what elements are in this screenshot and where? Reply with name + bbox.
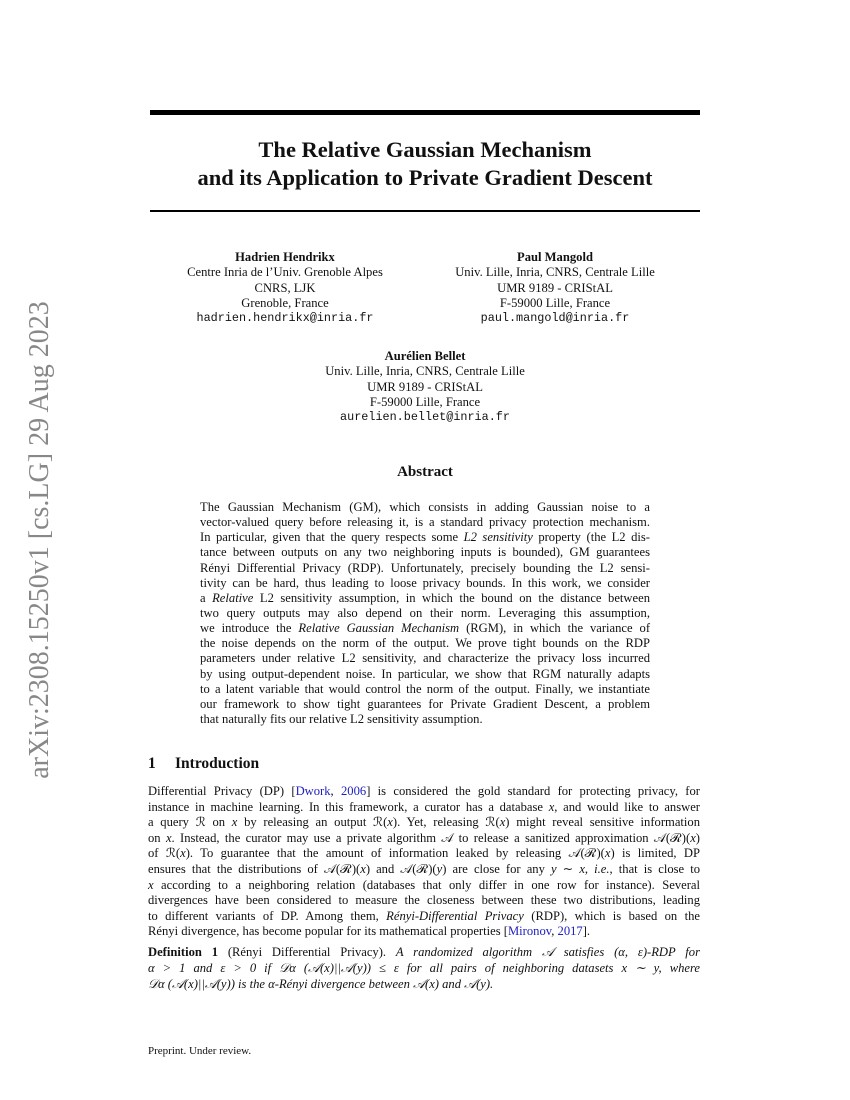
author-affiliation: Univ. Lille, Inria, CNRS, Centrale Lille bbox=[455, 265, 655, 280]
text-span: A randomized algorithm 𝒜 satisfies (α, ε)-RDP for bbox=[395, 945, 700, 959]
text-line bbox=[200, 682, 650, 697]
text-span: ) and 𝒜(ℛ)( bbox=[365, 861, 437, 876]
text-span: (Rényi Differential Privacy). bbox=[218, 945, 396, 959]
author-affiliation: F-59000 Lille, France bbox=[499, 295, 611, 310]
text-line bbox=[200, 697, 650, 712]
text-line bbox=[148, 800, 700, 816]
author-block bbox=[405, 250, 705, 326]
text-span: L2 sensitivity bbox=[463, 530, 533, 545]
text-line bbox=[200, 712, 650, 727]
text-span: we introduce the bbox=[200, 621, 299, 636]
text-span: two query outputs may also depend on their norm. Leveraging this assumption, bbox=[200, 605, 650, 620]
author-email[interactable]: hadrien.hendrikx@inria.fr bbox=[196, 311, 374, 326]
text-line bbox=[148, 862, 700, 878]
arxiv-identifier: arXiv:2308.15250v1 [cs.LG] 29 Aug 2023 bbox=[24, 301, 55, 779]
text-span: 𝒟α (𝒜(x)||𝒜(y)) is the α-Rényi divergence between 𝒜(x) and 𝒜(y). bbox=[148, 976, 494, 991]
text-line bbox=[200, 500, 650, 515]
text-span: Rényi-Differential Privacy bbox=[386, 908, 524, 923]
text-span: x bbox=[360, 861, 366, 876]
text-span: Differential Privacy (DP) [ bbox=[148, 784, 296, 798]
text-line bbox=[200, 621, 650, 636]
text-line bbox=[148, 893, 700, 909]
text-span: the noise depends on the norm of the output. We prove tight bounds on the RDP bbox=[200, 636, 650, 651]
text-line bbox=[148, 831, 700, 847]
text-span: , bbox=[551, 924, 558, 939]
text-span: x bbox=[548, 799, 555, 814]
text-span: , that is close to bbox=[609, 861, 701, 876]
text-span: according to a neighboring relation (databases that only differ in one row for instance). Several bbox=[153, 877, 700, 892]
author-name: Hadrien Hendrikx bbox=[235, 250, 335, 264]
title-bottom-rule bbox=[150, 210, 700, 212]
text-line bbox=[200, 515, 650, 530]
author-affiliation: F-59000 Lille, France bbox=[369, 394, 481, 409]
author-affiliation: UMR 9189 - CRIStAL bbox=[497, 280, 613, 295]
text-span: of ℛ( bbox=[148, 846, 181, 861]
text-span: tance between outputs on any two neighboring inputs is bounded), GM guarantees bbox=[200, 545, 650, 560]
author-affiliation: Univ. Lille, Inria, CNRS, Centrale Lille bbox=[325, 364, 525, 379]
title-line: and its Application to Private Gradient Descent bbox=[197, 165, 653, 190]
text-span: Rényi Differential Privacy (RDP). Unfortunately, precisely bounding the L2 sensi- bbox=[200, 560, 650, 575]
abstract-heading: Abstract bbox=[397, 464, 453, 480]
definition-block bbox=[148, 945, 700, 992]
text-span: The Gaussian Mechanism (GM), which consists in adding Gaussian noise to a bbox=[200, 500, 650, 514]
text-line bbox=[200, 591, 650, 606]
text-span: a query ℛ on bbox=[148, 815, 232, 830]
author-name: Paul Mangold bbox=[517, 250, 593, 264]
text-span: to different variants of DP. Among them, bbox=[148, 908, 387, 923]
author-affiliation: CNRS, LJK bbox=[254, 280, 316, 295]
text-span: Rényi divergence, has become popular for its mathematical properties [ bbox=[148, 924, 508, 939]
text-line bbox=[200, 576, 650, 591]
author-email[interactable]: aurelien.bellet@inria.fr bbox=[340, 410, 510, 425]
text-span: . Instead, the curator may use a private algorithm 𝒜 to release a sanitized approximation 𝒜(ℛ)( bbox=[171, 830, 691, 845]
text-span: parameters under relative L2 sensitivity, and characterize the privacy loss incurred bbox=[200, 651, 650, 666]
author-block bbox=[275, 349, 575, 425]
text-span: Relative Gaussian Mechanism bbox=[298, 621, 460, 636]
text-span: to a latent variable that would control the norm of the output. Finally, we instantiate bbox=[200, 681, 650, 696]
text-span: by using output-dependent noise. In particular, we show that RGM naturally adapts bbox=[200, 666, 650, 681]
text-span: x bbox=[690, 830, 696, 845]
text-line bbox=[200, 545, 650, 560]
text-span: x bbox=[579, 861, 585, 876]
text-span: our framework to show tight guarantees for Private Gradient Descent, a problem bbox=[200, 696, 650, 711]
title-line: The Relative Gaussian Mechanism bbox=[258, 137, 592, 162]
text-line bbox=[148, 977, 700, 993]
text-line bbox=[148, 815, 700, 831]
text-span: , bbox=[584, 861, 595, 876]
paper-title bbox=[100, 136, 750, 192]
author-block bbox=[135, 250, 435, 326]
text-span: property (the L2 dis- bbox=[532, 530, 650, 545]
text-span: a bbox=[200, 590, 213, 605]
text-span: instance in machine learning. In this framework, a curator has a database bbox=[148, 799, 549, 814]
text-span: i.e. bbox=[594, 861, 610, 876]
text-line bbox=[200, 561, 650, 576]
text-line bbox=[148, 909, 700, 925]
citation-link[interactable]: 2017 bbox=[557, 924, 583, 939]
text-span: α bbox=[289, 960, 296, 975]
abstract-body bbox=[200, 500, 650, 727]
text-span: vector-valued query before releasing it, is a standard privacy protection mechanism. bbox=[200, 515, 650, 530]
text-span: y bbox=[550, 861, 557, 876]
text-span: ) might reveal sensitive information bbox=[505, 815, 701, 830]
author-email[interactable]: paul.mangold@inria.fr bbox=[480, 311, 630, 326]
section-title: Introduction bbox=[175, 755, 260, 772]
text-span: divergences have been considered to measure the closeness between these two distributions, leading bbox=[148, 893, 700, 908]
author-affiliation: Centre Inria de l’Univ. Grenoble Alpes bbox=[187, 265, 383, 280]
text-span: Relative bbox=[212, 590, 254, 605]
text-line bbox=[148, 784, 700, 800]
text-line bbox=[200, 636, 650, 651]
text-span: x bbox=[387, 815, 393, 830]
text-span: ensures that the distributions of 𝒜(ℛ)( bbox=[148, 861, 361, 876]
text-line bbox=[148, 945, 700, 961]
text-span: (𝒜(x)||𝒜(y)) ≤ ε for all pairs of neighboring datasets x ∼ y, where bbox=[295, 960, 701, 975]
text-span: x bbox=[148, 877, 154, 892]
text-span: (RGM), in which the variance of bbox=[459, 621, 651, 636]
text-span: L2 sensitivity assumption, in which the bound on the distance between bbox=[253, 590, 650, 605]
section-heading bbox=[148, 755, 259, 773]
text-line bbox=[148, 846, 700, 862]
citation-link[interactable]: 2006 bbox=[341, 784, 367, 798]
text-span: on bbox=[148, 830, 166, 845]
intro-paragraph bbox=[148, 784, 700, 940]
text-line bbox=[200, 667, 650, 682]
text-span: Definition 1 bbox=[148, 945, 218, 959]
text-line bbox=[148, 924, 700, 940]
text-span: x bbox=[231, 815, 238, 830]
text-span: ) is limited, DP bbox=[610, 846, 700, 861]
text-line bbox=[148, 961, 700, 977]
text-span: α > 1 and ε > 0 if 𝒟 bbox=[148, 960, 290, 975]
text-span: tivity can be hard, thus leading to loose privacy bounds. In this work, we consider bbox=[200, 575, 650, 590]
text-span: x bbox=[499, 815, 506, 830]
citation-link[interactable]: Mironov bbox=[507, 924, 552, 939]
text-span: (RDP), which is based on the bbox=[523, 908, 700, 923]
text-span: by releasing an output ℛ( bbox=[237, 815, 388, 830]
text-span: In particular, given that the query respects some bbox=[200, 530, 464, 545]
text-span: x bbox=[604, 846, 611, 861]
author-name: Aurélien Bellet bbox=[384, 349, 466, 363]
text-span: ). To guarantee that the amount of information leaked by releasing 𝒜(ℛ)( bbox=[185, 846, 605, 861]
text-span: ). Yet, releasing ℛ( bbox=[392, 815, 500, 830]
author-affiliation: UMR 9189 - CRIStAL bbox=[367, 379, 483, 394]
text-span: ]. bbox=[582, 924, 591, 939]
citation-link[interactable]: Dwork bbox=[295, 784, 331, 798]
footer-note: Preprint. Under review. bbox=[148, 1045, 252, 1057]
text-span: ∼ bbox=[556, 861, 580, 876]
section-number: 1 bbox=[148, 755, 156, 772]
text-span: that naturally fits our relative L2 sensitivity assumption. bbox=[200, 711, 483, 726]
text-line bbox=[200, 606, 650, 621]
author-affiliation: Grenoble, France bbox=[241, 295, 329, 310]
text-span: ] is considered the gold standard for protecting privacy, for bbox=[366, 784, 700, 798]
text-span: ) are close for any bbox=[442, 861, 551, 876]
text-line bbox=[200, 530, 650, 545]
text-span: , bbox=[330, 784, 341, 798]
title-top-rule bbox=[150, 110, 700, 115]
text-span: ) bbox=[695, 830, 700, 845]
text-span: x bbox=[165, 830, 172, 845]
text-span: x bbox=[180, 846, 186, 861]
text-span: y bbox=[436, 861, 443, 876]
text-line bbox=[200, 651, 650, 666]
text-line bbox=[148, 878, 700, 894]
text-span: , and would like to answer bbox=[554, 799, 701, 814]
